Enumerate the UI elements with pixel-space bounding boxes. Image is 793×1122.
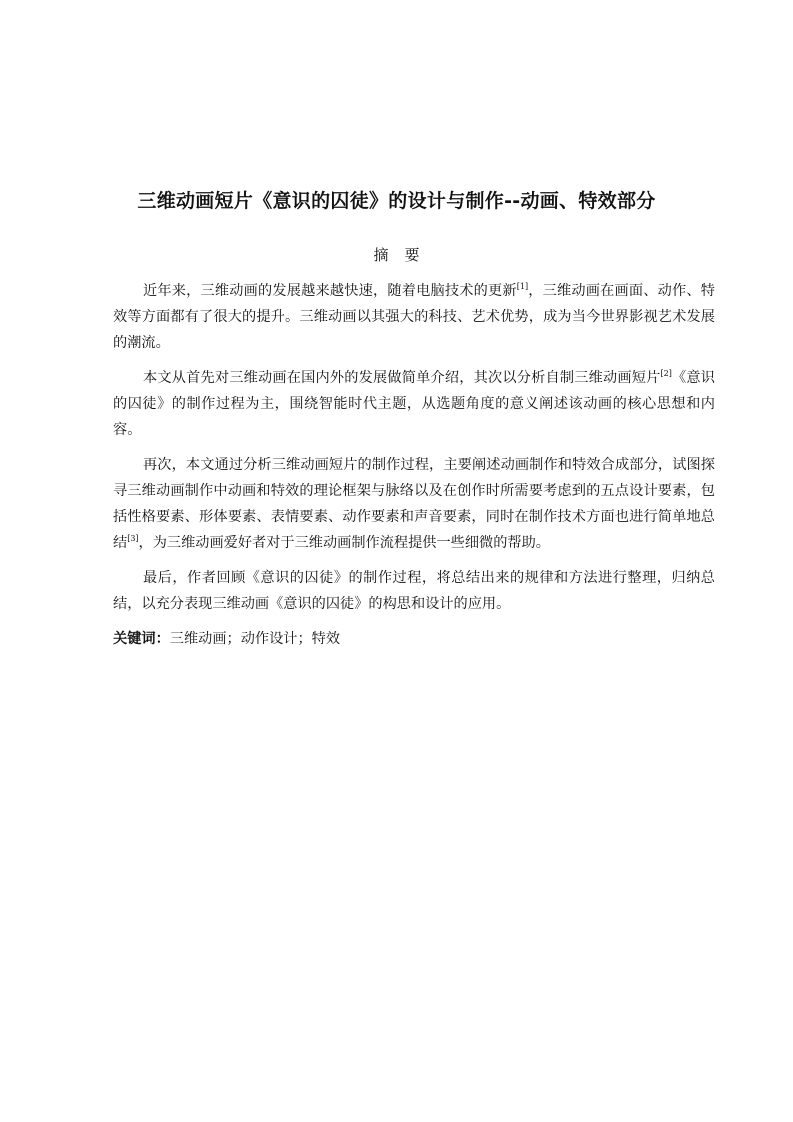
abstract-heading-char-1: 摘 [373,246,389,264]
citation-ref: [2] [660,369,672,378]
abstract-paragraph-3 [113,452,715,556]
paragraph-text: ，为三维动画爱好者对于三维动画制作流程提供一些细微的帮助。 [138,535,550,551]
citation-ref: [3] [127,534,139,543]
page-title: 三维动画短片《意识的囚徒》的设计与制作--动画、特效部分 [137,190,656,212]
paragraph-text: 再次，本文通过分析三维动画短片的制作过程，主要阐述动画制作和特效合成部分，试图探寻三维动画制作中动画和特效的理论框架与脉络以及在创作时所需要考虑到的五点设计要素，包括性格要素、形体要素、表情要素、动作要素和声音要素，同时在制作技术方面也进行简单地总结 [113,457,715,551]
paragraph-text: 本文从首先对三维动画在国内外的发展做简单介绍，其次以分析自制三维动画短片 [143,370,661,386]
citation-ref: [1] [516,282,529,291]
keywords-value: 三维动画；动作设计；特效 [169,631,341,647]
paragraph-text: ，三维动画在画面、动作、特效等方面都有了很大的提升。三维动画以其强大的科技、艺术优势，成为当今世界影视艺术发展的潮流。 [113,283,715,351]
abstract-paragraph-1 [113,278,715,356]
abstract-paragraph-4: 最后，作者回顾《意识的囚徒》的制作过程，将总结出来的规律和方法进行整理，归纳总结，以充分表现三维动画《意识的囚徒》的构思和设计的应用。 [113,570,715,612]
keywords-label: 关键词： [113,631,170,647]
paragraph-text: 近年来，三维动画的发展越来越快速，随着电脑技术的更新 [143,283,517,299]
abstract-heading [0,244,793,265]
paragraph-text: 《意识的囚徒》的制作过程为主，围绕智能时代主题，从选题角度的意义阐述该动画的核心思想和内容。 [113,370,715,438]
abstract-body [113,278,715,652]
keywords-line [113,626,715,652]
abstract-paragraph-2 [113,365,715,443]
abstract-heading-char-2: 要 [404,246,420,264]
